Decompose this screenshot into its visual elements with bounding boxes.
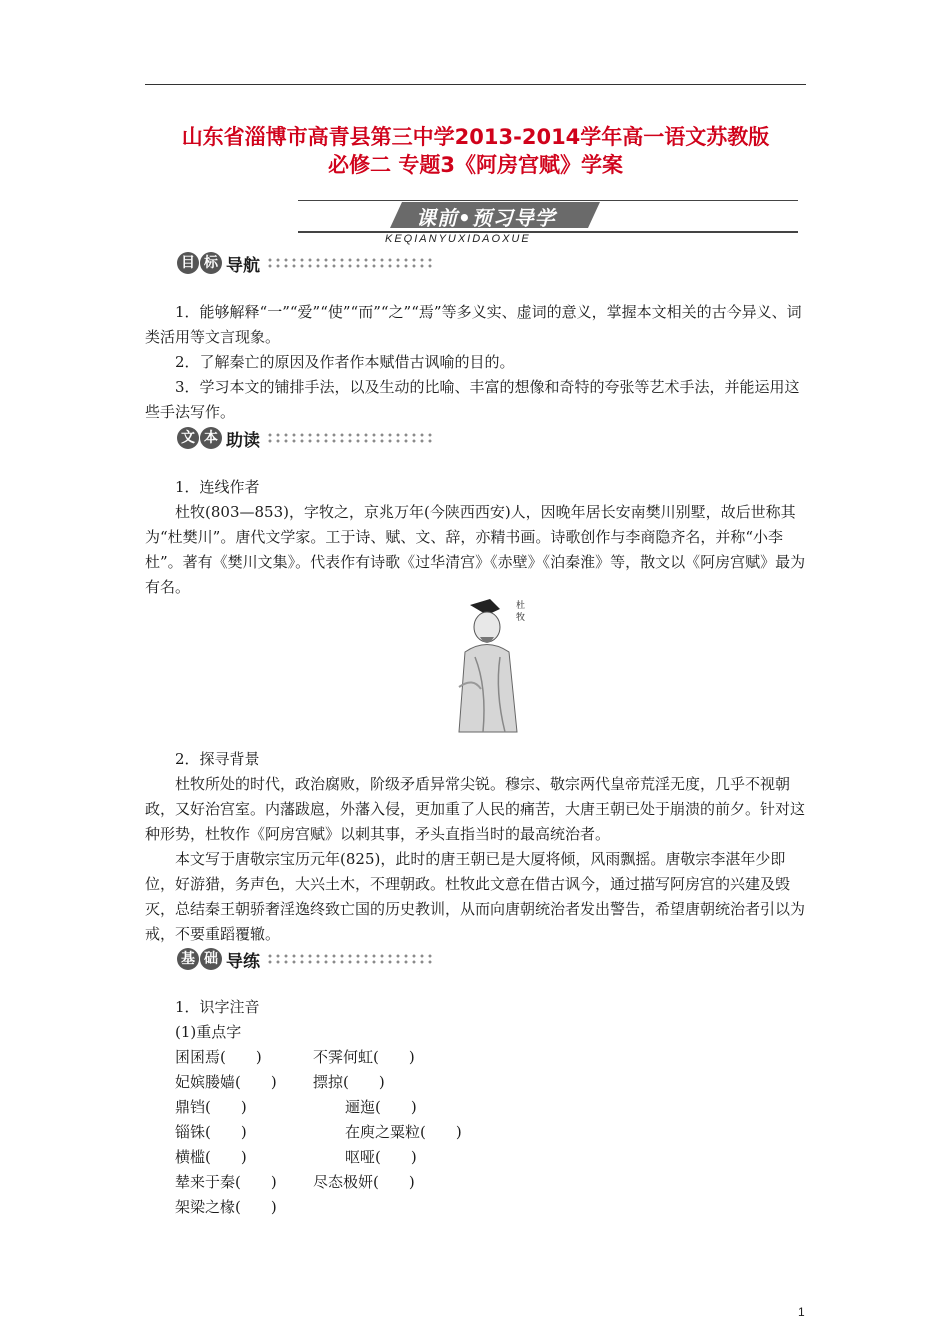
goal-item-3: 3．学习本文的铺排手法，以及生动的比喻、丰富的想像和奇特的夸张等艺术手法，并能运用这些手法写作。 <box>145 378 800 421</box>
document-title-line1: 山东省淄博市高青县第三中学2013-2014学年高一语文苏教版 <box>181 125 770 149</box>
banner-title: 课前•预习导学 <box>416 206 556 230</box>
background-paragraph-1: 杜牧所处的时代，政治腐败，阶级矛盾异常尖锐。穆宗、敬宗两代皇帝荒淫无度，几乎不视朝政，又好治宫室。内藩跋扈，外藩入侵，更加重了人民的痛苦，大唐王朝已处于崩溃的前夕。针对这种形势，杜牧作《阿房宫赋》以刺其事，矛头直指当时的最高统治者。 <box>145 775 806 843</box>
pronunciation-item: 鼎铛( ) <box>175 1098 247 1116</box>
practice-subheading: (1)重点字 <box>175 1023 242 1041</box>
background-paragraph-2: 本文写于唐敬宗宝历元年(825)，此时的唐王朝已是大厦将倾，风雨飘摇。唐敬宗李湛年少即位，好游猎，务声色，大兴土木，不理朝政。杜牧此文意在借古讽今，通过描写阿房宫的兴建及毁灭，总结秦王朝骄奢淫逸终致亡国的历史教训，从而向唐朝统治者发出警告，希望唐朝统治者引以为戒，不要重蹈覆辙。 <box>145 850 806 943</box>
badge-char: 础 <box>200 948 222 970</box>
pronunciation-item: 摽掠( ) <box>313 1073 385 1091</box>
reading-heading-background: 2．探寻背景 <box>175 750 260 768</box>
pronunciation-item: 尽态极妍( ) <box>313 1173 415 1191</box>
section-label: 导航 <box>226 255 260 276</box>
author-paragraph: 杜牧(803—853)，字牧之，京兆万年(今陕西西安)人，因晚年居长安南樊川别墅，故后世称其为“杜樊川”。唐代文学家。工于诗、赋、文、辞，亦精书画。诗歌创作与李商隐齐名，并称“小李杜”。著有《樊川文集》。代表作有诗歌《过华清宫》《赤壁》《泊秦淮》等，散文以《阿房宫赋》最为有名。 <box>145 503 806 596</box>
section-label: 助读 <box>226 430 260 451</box>
section-reading-heading <box>177 426 436 450</box>
portrait-caption: 杜牧 <box>516 601 526 623</box>
dotted-decoration <box>266 953 436 965</box>
pronunciation-item: 在庾之粟粒( ) <box>345 1123 462 1141</box>
badge-char: 目 <box>177 252 199 274</box>
dotted-decoration <box>266 257 436 269</box>
badge-char: 标 <box>200 252 222 274</box>
goal-item-2: 2．了解秦亡的原因及作者作本赋借古讽喻的目的。 <box>175 353 515 371</box>
pronunciation-item: 逦迤( ) <box>345 1098 417 1116</box>
section-goals-heading <box>177 251 436 275</box>
practice-heading: 1．识字注音 <box>175 998 260 1016</box>
pronunciation-item: 呕哑( ) <box>345 1148 417 1166</box>
section-banner <box>298 200 798 230</box>
pronunciation-item: 不霁何虹( ) <box>313 1048 415 1066</box>
header-rule <box>145 84 806 85</box>
goal-item-1: 1．能够解释“一”“爱”“使”“而”“之”“焉”等多义实、虚词的意义，掌握本文相关的古今异义、词类活用等文言现象。 <box>145 303 802 346</box>
badge-char: 基 <box>177 948 199 970</box>
pronunciation-item: 横槛( ) <box>175 1148 247 1166</box>
dotted-decoration <box>266 432 436 444</box>
document-title-line2: 必修二 专题3《阿房宫赋》学案 <box>328 153 623 177</box>
section-label: 导练 <box>226 951 260 972</box>
badge-char: 本 <box>200 427 222 449</box>
section-practice-heading <box>177 947 436 971</box>
pronunciation-item: 妃嫔媵嫱( ) <box>175 1073 277 1091</box>
pronunciation-item: 锱铢( ) <box>175 1123 247 1141</box>
banner-pinyin: KEQIANYUXIDAOXUE <box>385 233 531 245</box>
badge-char: 文 <box>177 427 199 449</box>
pronunciation-item: 辇来于秦( ) <box>175 1173 277 1191</box>
page-number: 1 <box>798 1305 805 1319</box>
pronunciation-item: 囷囷焉( ) <box>175 1048 262 1066</box>
pronunciation-item: 架梁之椽( ) <box>175 1198 277 1216</box>
reading-heading-author: 1．连线作者 <box>175 478 260 496</box>
